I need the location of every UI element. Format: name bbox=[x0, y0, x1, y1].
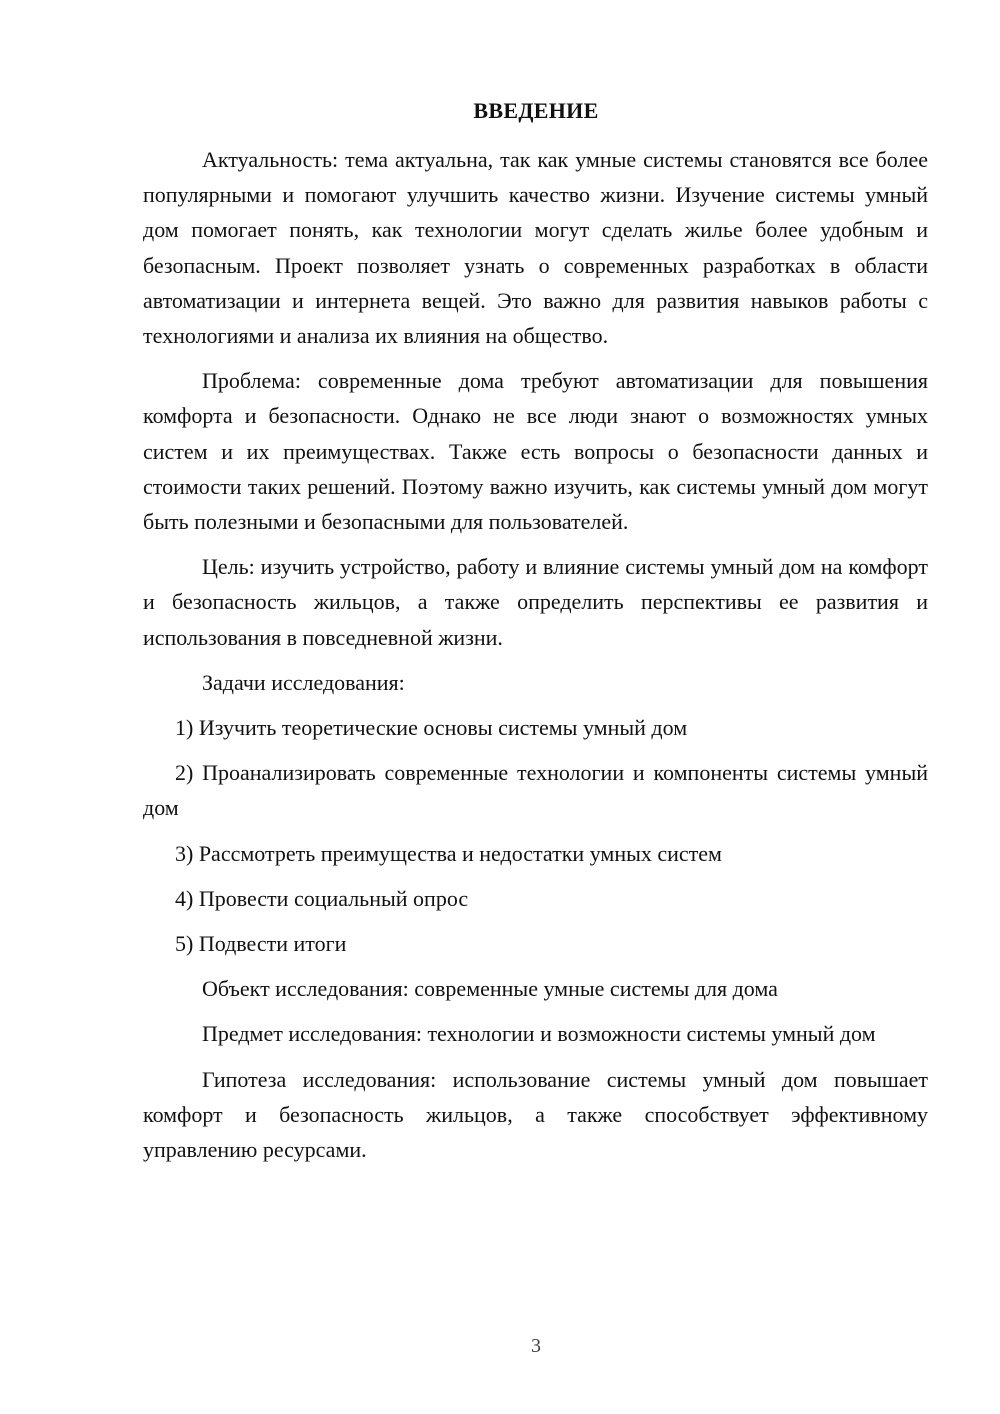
paragraph-subject: Предмет исследования: технологии и возможности системы умный дом bbox=[202, 1021, 876, 1047]
list-item: 2) Проанализировать современные технологии и компоненты системы умный дом bbox=[143, 760, 928, 821]
paragraph-goal: Цель: изучить устройство, работу и влияние системы умный дом на комфорт и безопасность жильцов, а также определить перспективы ее развития и использования в повседневной жизни. bbox=[143, 554, 928, 650]
list-item: 4) Провести социальный опрос bbox=[175, 885, 469, 911]
list-item: 1) Изучить теоретические основы системы умный дом bbox=[175, 715, 688, 741]
page-title: ВВЕДЕНИЕ bbox=[473, 98, 599, 123]
paragraph-hypothesis: Гипотеза исследования: использование системы умный дом повышает комфорт и безопасность жильцов, а также способствует эффективному управлению ресурсами. bbox=[143, 1066, 928, 1163]
list-item: 5) Подвести итоги bbox=[175, 931, 347, 957]
paragraph-relevance: Актуальность: тема актуальна, так как умные системы становятся все более популярными и помогают улучшить качество жизни. Изучение системы умный дом помогает понять, как технологии могут сделать жилье более удобным и безопасным. Проект позволяет узнать о современных разработках в области автоматизации и интернета вещей. Это важно для развития навыков работы с технологиями и анализа их влияния на общество. bbox=[143, 147, 928, 349]
paragraph-object: Объект исследования: современные умные системы для дома bbox=[202, 976, 778, 1002]
paragraph-problem: Проблема: современные дома требуют автоматизации для повышения комфорта и безопасности. Однако не все люди знают о возможностях умных систем и их преимуществах. Также есть вопросы о безопасности данных и стоимости таких решений. Поэтому важно изучить, как системы умный дом могут быть полезными и безопасными для пользователей. bbox=[143, 368, 928, 535]
page-number: 3 bbox=[531, 1335, 541, 1357]
tasks-heading: Задачи исследования: bbox=[202, 669, 405, 695]
document-body bbox=[143, 142, 928, 1177]
list-item: 3) Рассмотреть преимущества и недостатки умных систем bbox=[175, 840, 722, 866]
